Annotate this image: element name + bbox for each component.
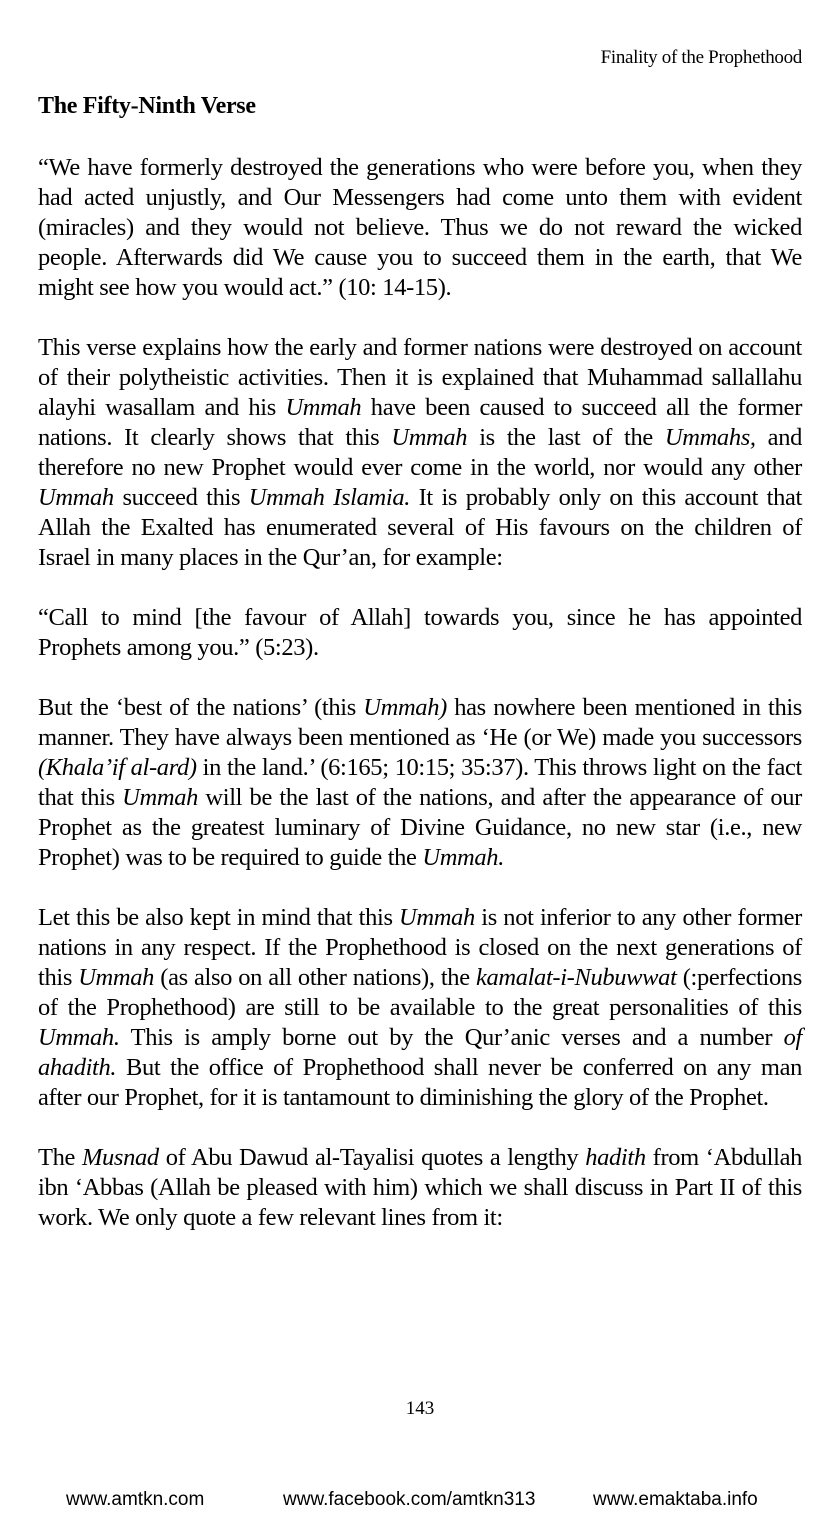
paragraph-best-of-nations [38,693,802,873]
paragraph-musnad [38,1143,802,1233]
text-run: succeed this [113,484,249,511]
text-run: from ‘Abdullah ibn ‘Abbas (Allah be pleased with him) which we shall discuss in Part II of this work. We only quote a few relevant lines from it: [38,1144,802,1231]
page-number: 143 [405,1398,435,1419]
italic-term: Ummah [78,964,155,991]
text-run: The [38,1144,82,1171]
italic-term: (Khala’if al-ard) [38,754,197,781]
italic-term: Ummah [38,484,114,511]
text-run: is not inferior to any other former nations in any respect. If the Prophethood is closed on the next generations of this [38,904,802,991]
section-heading: The Fifty-Ninth Verse [38,93,256,119]
italic-term: of ahadith. [38,1024,802,1081]
footer-link-amtkn[interactable]: www.amtkn.com [66,1489,205,1510]
italic-term: Ummah [399,904,475,931]
italic-term: Ummah Islamia. [248,484,410,511]
text-run: But the office of Prophethood shall never be conferred on any man after our Prophet, for it is tantamount to diminishing the glory of the Prophet. [38,1054,802,1111]
italic-term: Musnad [81,1144,159,1171]
text-run: have been caused to succeed all the former nations. It clearly shows that this [38,394,802,451]
italic-term: Ummah. [422,844,504,871]
text-run: has nowhere been mentioned in this manner. They have always been mentioned as ‘He (or We) made you successors [38,694,802,751]
text-run: is the last of the [467,424,665,451]
paragraph-verse-quote: “We have formerly destroyed the generations who were before you, when they had acted unjustly, and Our Messengers had come unto them with evident (miracles) and they would not believe. Thus we do not reward the wicked people. Afterwards did We cause you to succeed them in the earth, that We might see how you would act.” (10: 14-15). [38,154,802,301]
paragraph-quote-5-23: “Call to mind [the favour of Allah] towards you, since he has appointed Prophets among you.” (5:23). [38,604,802,661]
text-run: This verse explains how the early and former nations were destroyed on account of their polytheistic activities. Then it is explained that Muhammad sallallahu alayhi wasallam and his [38,334,802,421]
paragraph-not-inferior [38,903,802,1113]
paragraph-explanation [38,333,802,573]
running-header: Finality of the Prophethood [600,47,802,68]
italic-term: Ummah [391,424,468,451]
footer-link-emaktaba[interactable]: www.emaktaba.info [593,1489,758,1510]
italic-term: Ummah [122,784,199,811]
italic-term: Ummah. [38,1024,120,1051]
italic-term: Ummah) [363,694,447,721]
italic-term: hadith [585,1144,646,1171]
body-text [38,153,802,1263]
text-run: in the land.’ (6:165; 10:15; 35:37). This throws light on the fact that this [38,754,802,811]
text-run: But the ‘best of the nations’ (this [38,694,364,721]
text-run: and therefore no new Prophet would ever come in the world, nor would any other [38,424,803,481]
footer-link-facebook[interactable]: www.facebook.com/amtkn313 [283,1489,536,1510]
text-run: (:perfections of the Prophethood) are still to be available to the great personalities of this [38,964,802,1021]
text-run: of Abu Dawud al-Tayalisi quotes a lengthy [158,1144,586,1171]
text-run: This is amply borne out by the Qur’anic verses and a number [119,1024,784,1051]
text-run: (as also on all other nations), the [154,964,476,991]
text-run: Let this be also kept in mind that this [38,904,400,931]
text-run: will be the last of the nations, and after the appearance of our Prophet as the greatest luminary of Divine Guidance, no new star (i.e., new Prophet) was to be required to guide the [38,784,802,871]
text-run: It is probably only on this account that Allah the Exalted has enumerated several of His favours on the children of Israel in many places in the Qur’an, for example: [38,484,803,571]
italic-term: Ummahs, [664,424,756,451]
italic-term: Ummah [285,394,362,421]
italic-term: kamalat-i-Nubuwwat [475,964,677,991]
